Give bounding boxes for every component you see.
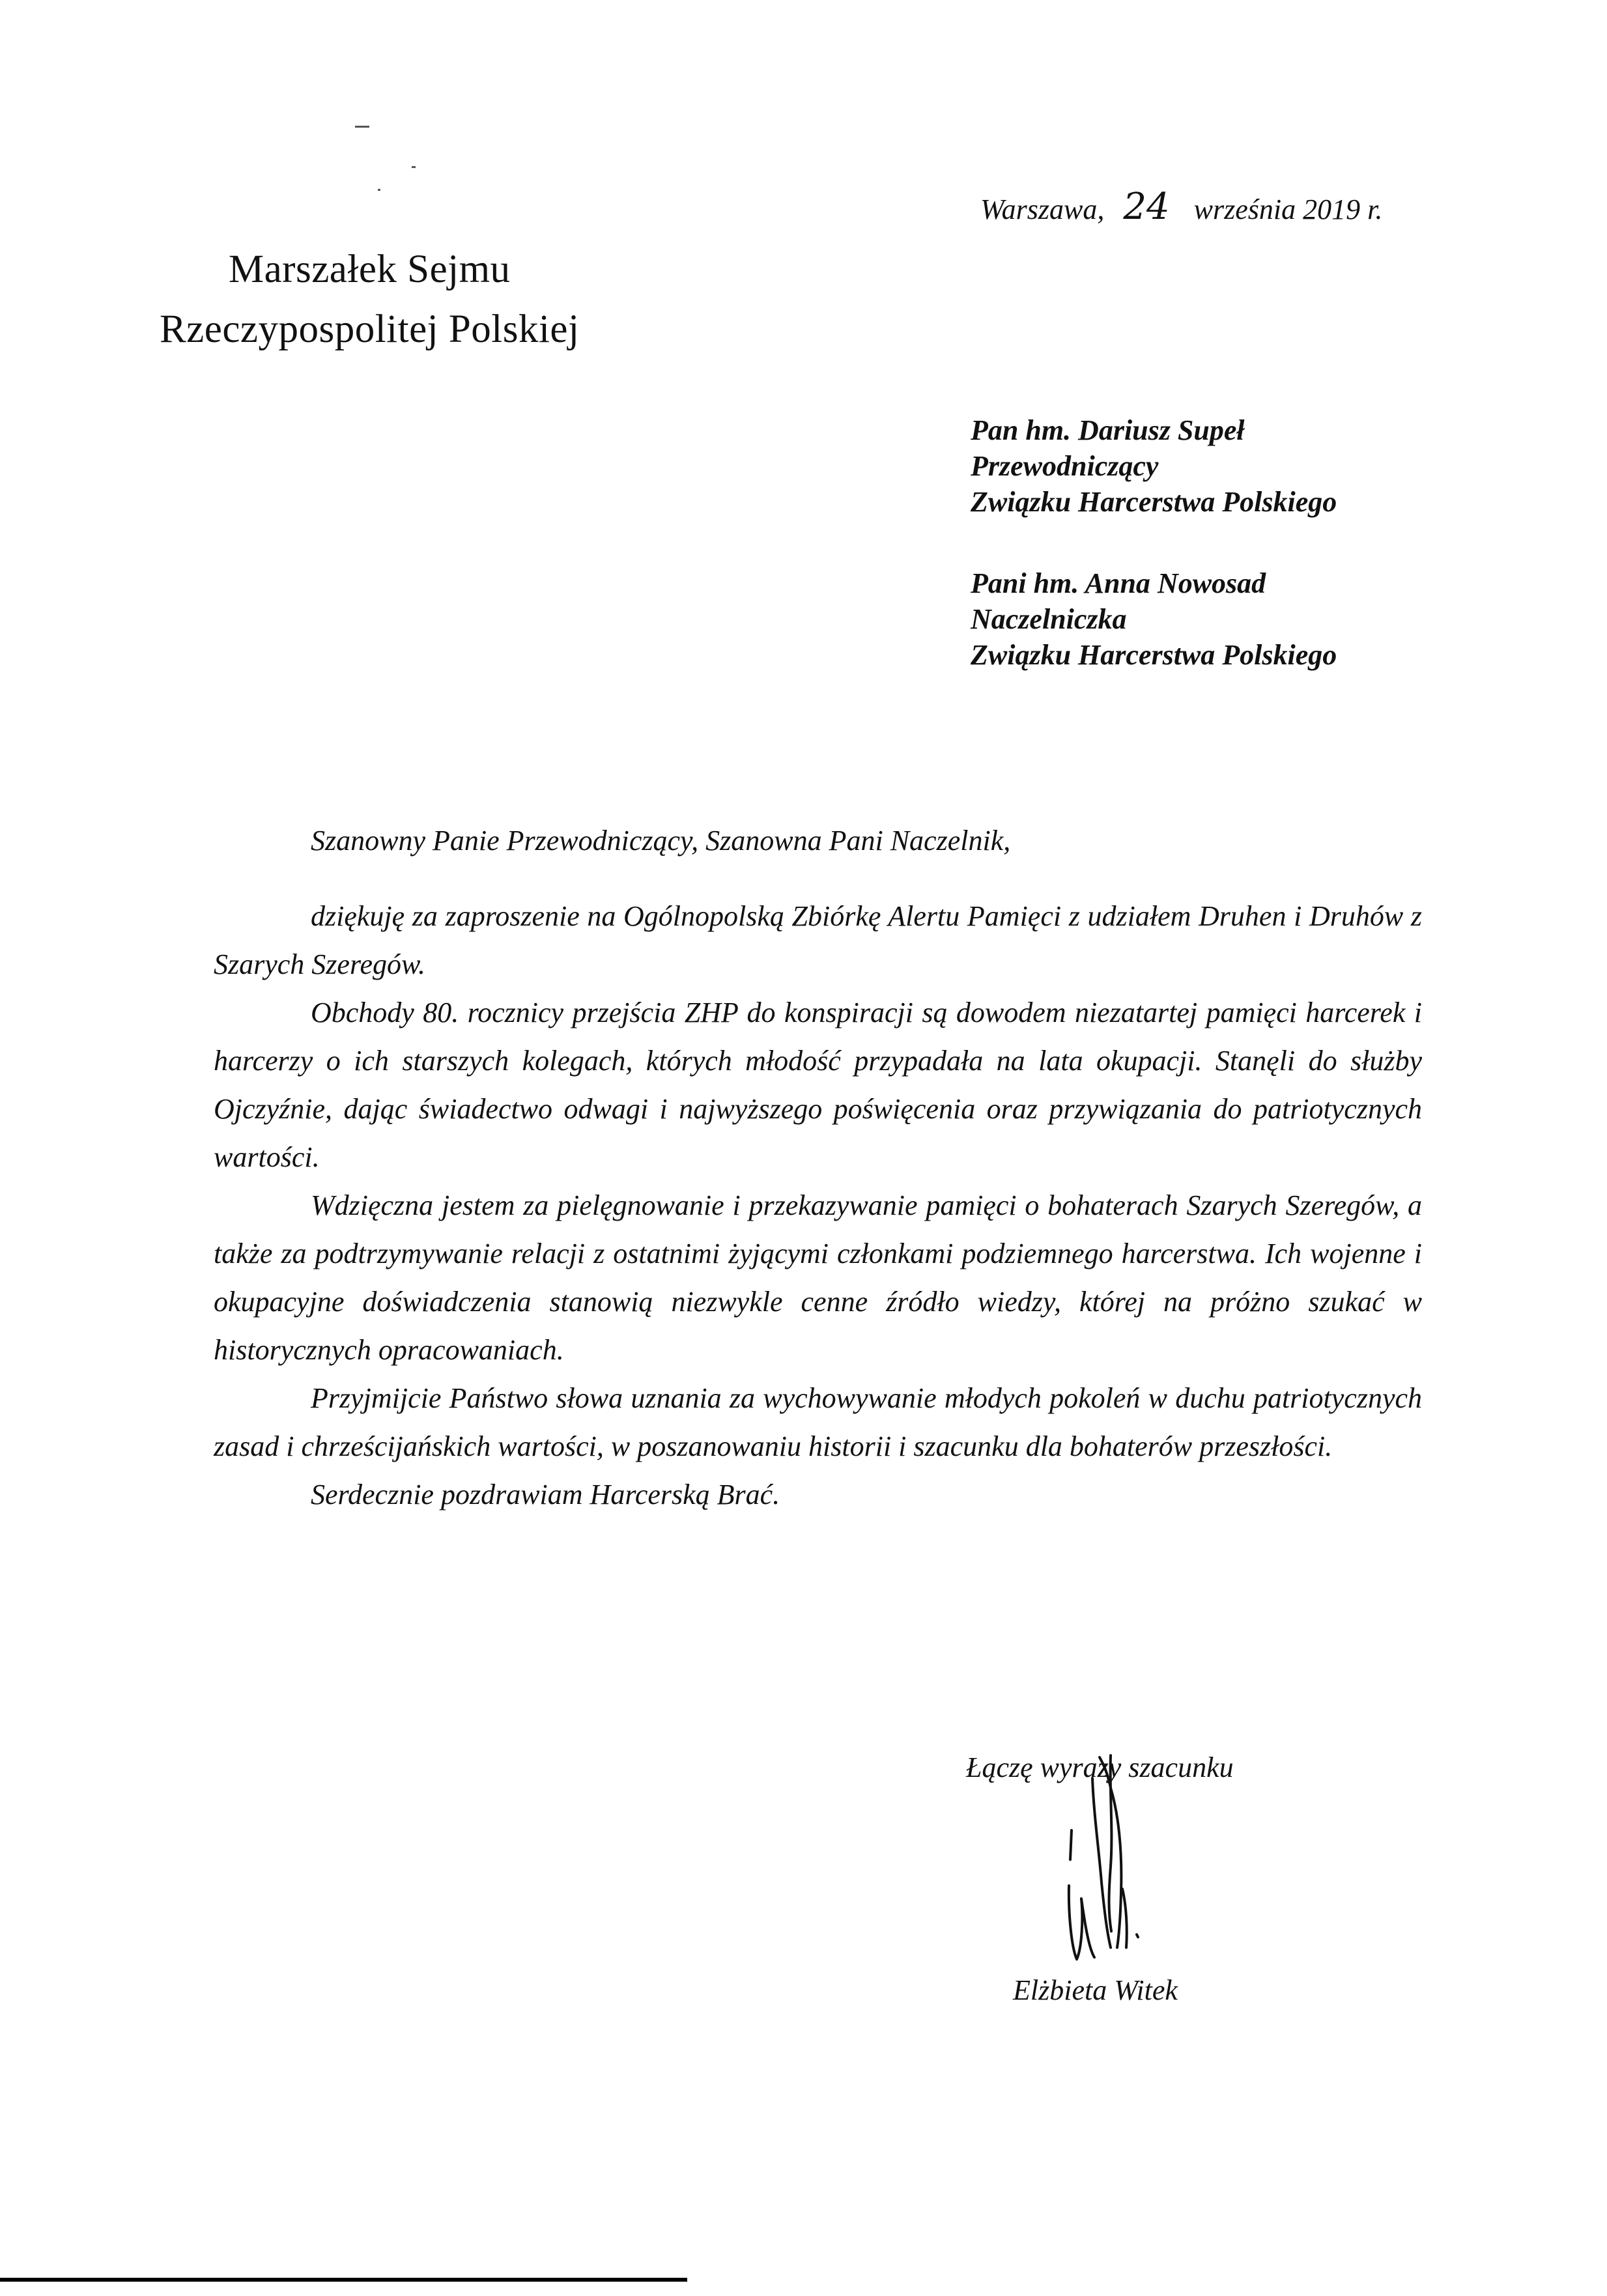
body-paragraph: Przyjmijcie Państwo słowa uznania za wychowywanie młodych pokoleń w duchu patriotycznych zasad i chrześcijańskich wartości, w poszanowaniu historii i szacunku dla bohaterów przeszłości.: [214, 1382, 1422, 1462]
date-line: [980, 186, 1382, 228]
recipient-name: Pani hm. Anna Nowosad: [971, 567, 1266, 599]
sender-country: Rzeczypospolitej Polskiej: [160, 307, 580, 351]
recipient-block: [971, 412, 1337, 520]
scan-mark: [412, 166, 416, 168]
recipient-organization: Związku Harcerstwa Polskiego: [971, 486, 1337, 518]
recipient-name: Pan hm. Dariusz Supeł: [971, 414, 1245, 446]
date-month-year: września 2019 r.: [1193, 193, 1383, 225]
body-paragraph: Wdzięczna jestem za pielęgnowanie i przekazywanie pamięci o bohaterach Szarych Szeregów, a także za podtrzymywanie relacji z ostatnimi żyjącymi członkami podziemnego harcerstwa. Ich wojenne i okupacyjne doświadczenia stanowią niezwykle cenne źródło wiedzy, której na próżno szukać w historycznych opracowaniach.: [214, 1189, 1422, 1366]
scan-mark: [355, 126, 369, 128]
closing-phrase: Łączę wyrazy szacunku: [966, 1751, 1234, 1783]
body-paragraph: dziękuję za zaproszenie na Ogólnopolską Zbiórkę Alertu Pamięci z udziałem Druhen i Druhów z Szarych Szeregów.: [214, 900, 1422, 980]
recipient-block: [971, 565, 1337, 673]
sender-title: Marszałek Sejmu: [228, 248, 511, 291]
body-paragraph: Serdecznie pozdrawiam Harcerską Brać.: [311, 1479, 780, 1510]
bottom-scan-edge: [0, 2278, 687, 2282]
scan-mark: [378, 189, 380, 191]
body-paragraph: Obchody 80. rocznicy przejścia ZHP do konspiracji są dowodem niezatartej pamięci harcerek i harcerzy o ich starszych kolegach, których młodość przypadała na lata okupacji. Stanęli do służby Ojczyźnie, dając świadectwo odwagi i najwyższego poświęcenia oraz przywiązania do patriotycznych wartości.: [214, 997, 1422, 1173]
sender-block: [160, 240, 579, 360]
letter-body: [214, 892, 1422, 1519]
recipient-role: Naczelniczka: [971, 603, 1127, 635]
date-place: Warszawa,: [980, 193, 1105, 225]
salutation: Szanowny Panie Przewodniczący, Szanowna Pani Naczelnik,: [311, 825, 1011, 857]
signer-name: Elżbieta Witek: [1013, 1974, 1178, 2006]
recipient-role: Przewodniczący: [971, 450, 1159, 482]
date-day-handwritten: 24: [1123, 186, 1170, 228]
signature-image: [1045, 1752, 1173, 1964]
recipient-organization: Związku Harcerstwa Polskiego: [971, 639, 1337, 671]
